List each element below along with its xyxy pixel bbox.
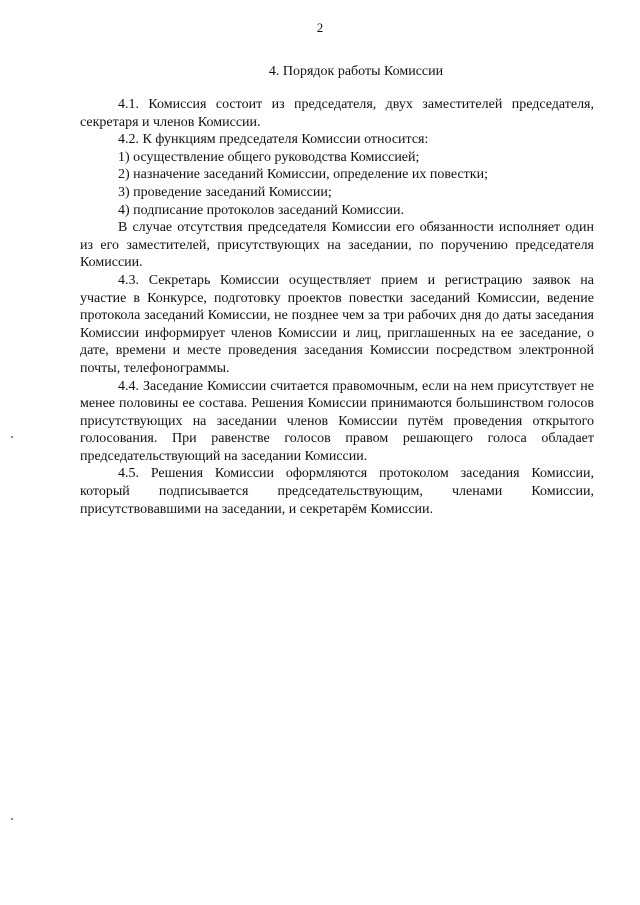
paragraph-4-3: 4.3. Секретарь Комиссии осуществляет прием и регистрацию заявок на участие в Конкурсе, подготовку проектов повестки заседаний Комиссии, ведение протокола заседаний Комиссии, не позднее чем за три рабочих дня до даты заседания Комиссии информирует членов Комиссии и лиц, приглашенных на ее заседание, о дате, времени и месте проведения заседания Комиссии посредством электронной почты, телефонограммы.: [80, 272, 594, 376]
paragraph-chair-absence: В случае отсутствия председателя Комиссии его обязанности исполняет один из его заместителей, присутствующих на заседании, по поручению председателя Комиссии.: [80, 220, 594, 271]
section-title: 4. Порядок работы Комиссии: [268, 64, 444, 79]
scan-mark: [11, 818, 13, 820]
list-item: 1) осуществление общего руководства Комиссией;: [118, 149, 420, 165]
list-item: 2) назначение заседаний Комиссии, определение их повестки;: [118, 167, 488, 183]
paragraph-4-2: 4.2. К функциям председателя Комиссии относится:: [118, 132, 429, 148]
document-body: [80, 96, 594, 518]
paragraph-4-1: 4.1. Комиссия состоит из председателя, двух заместителей председателя, секретаря и членов Комиссии.: [80, 97, 594, 130]
scan-mark: [11, 436, 13, 438]
paragraph-4-4: 4.4. Заседание Комиссии считается правомочным, если на нем присутствует не менее половины ее состава. Решения Комиссии принимаются большинством голосов присутствующих на заседании членов Комиссии путём проведения открытого голосования. При равенстве голосов правом решающего голоса обладает председательствующий на заседании Комиссии.: [80, 378, 594, 464]
list-item: 4) подписание протоколов заседаний Комиссии.: [118, 202, 405, 218]
list-item: 3) проведение заседаний Комиссии;: [118, 184, 332, 200]
paragraph-4-5: 4.5. Решения Комиссии оформляются протоколом заседания Комиссии, который подписывается председательствующим, членами Комиссии, присутствовавшими на заседании, и секретарём Комиссии.: [80, 466, 594, 517]
page-number: 2: [316, 20, 324, 35]
